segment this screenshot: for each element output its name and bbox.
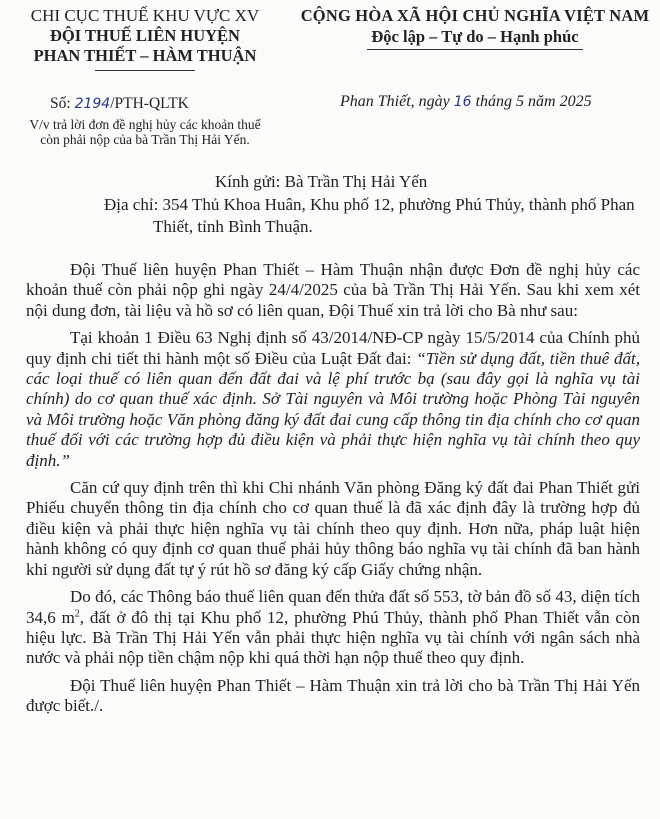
date-month-label: tháng [475, 93, 513, 110]
recipient-address: Địa chỉ: 354 Thủ Khoa Huân, Khu phố 12, phường Phú Thủy, thành phố Phan Thiết, tỉnh Bình Thuận. [104, 195, 635, 236]
paragraph-1: Đội Thuế liên huyện Phan Thiết – Hàm Thuận nhận được Đơn đề nghị hủy các khoản thuế còn phải nộp ghi ngày 24/4/2025 của bà Trần Thị Hải Yến. Sau khi xem xét nội dung đơn, tài liệu và hồ sơ có liên quan, Đội Thuế xin trả lời cho Bà như sau: [26, 260, 640, 320]
team-name: ĐỘI THUẾ LIÊN HUYỆN [50, 26, 240, 45]
paragraph-4 [26, 587, 640, 669]
national-motto: Độc lập – Tự do – Hạnh phúc [371, 27, 579, 46]
recipient-greeting: Kính gửi: Bà Trần Thị Hải Yến [215, 172, 428, 191]
subject-line-1: V/v trả lời đơn đề nghị hủy các khoản thuế [29, 117, 261, 132]
motto-underline [367, 49, 583, 50]
reference-number-handwritten: 2194 [74, 96, 111, 112]
country-name: CỘNG HÒA XÃ HỘI CHỦ NGHĨA VIỆT NAM [300, 6, 650, 25]
paragraph-5: Đội Thuế liên huyện Phan Thiết – Hàm Thuận xin trả lời cho bà Trần Thị Hải Yến được biết./. [26, 675, 640, 716]
reference-suffix: /PTH-QLTK [110, 95, 189, 112]
paragraph-4-part-a: Do đó, các Thông báo thuế liên quan đến thửa đất số 553, tờ bản đồ số 43, diện tích 34,6 m [26, 587, 640, 627]
date-year: năm 2025 [528, 93, 592, 110]
reference-prefix: Số: [50, 95, 71, 112]
document-header [0, 4, 660, 74]
area-name: PHAN THIẾT – HÀM THUẬN [33, 46, 257, 65]
subject-line [0, 117, 290, 147]
paragraph-2-quote: “Tiền sử dụng đất, tiền thuê đất, các loại thuế có liên quan đến đất đai và lệ phí trước bạ (sau đây gọi là nghĩa vụ tài chính) do cơ quan thuế xác định. Sở Tài nguyên và Môi trường hoặc Phòng Tài nguyên và Môi trường hoặc Văn phòng đăng ký đất đai cung cấp thông tin địa chính cho cơ quan thuế đối với các trường hợp đủ điều kiện và phải thực hiện nghĩa vụ tài chính theo quy định.” [26, 348, 640, 470]
date-place: Phan Thiết, ngày [340, 93, 450, 110]
paragraph-4-part-b: , đất ở đô thị tại Khu phố 12, phường Phú Thủy, thành phố Phan Thiết vẫn còn hiệu lực. Bà Trần Thị Hải Yến vẫn phải thực hiện nghĩa vụ tài chính với ngân sách nhà nước và phải nộp tiền chậm nộp khi quá thời hạn nộp thuế theo quy định. [26, 607, 640, 668]
left-header-divider [95, 70, 195, 71]
agency-name: CHI CỤC THUẾ KHU VỰC XV [30, 6, 260, 25]
place-and-date [340, 93, 592, 111]
letter-body [26, 260, 640, 724]
reference-number [50, 95, 189, 113]
square-superscript: 2 [74, 607, 80, 619]
date-month: 5 [516, 93, 525, 110]
subject-line-2: còn phải nộp của bà Trần Thị Hải Yến. [40, 132, 250, 147]
paragraph-3: Căn cứ quy định trên thì khi Chi nhánh Văn phòng Đăng ký đất đai Phan Thiết gửi Phiếu chuyển thông tin địa chính cho cơ quan thuế là đã xác định đây là trường hợp đủ điều kiện và phải thực hiện nghĩa vụ tài chính theo quy định. Hơn nữa, pháp luật hiện hành không có quy định cơ quan thuế phải hủy thông báo nghĩa vụ tài chính đã ban hành khi người sử dụng đất tự ý rút hồ sơ đăng ký cấp Giấy chứng nhận. [26, 478, 640, 579]
paragraph-2 [26, 328, 640, 471]
date-day: 16 [453, 94, 472, 110]
paragraph-2-intro: Tại khoản 1 Điều 63 Nghị định số 43/2014/NĐ-CP ngày 15/5/2014 của Chính phủ quy định chi tiết thi hành một số Điều của Luật Đất đai: [26, 328, 640, 368]
